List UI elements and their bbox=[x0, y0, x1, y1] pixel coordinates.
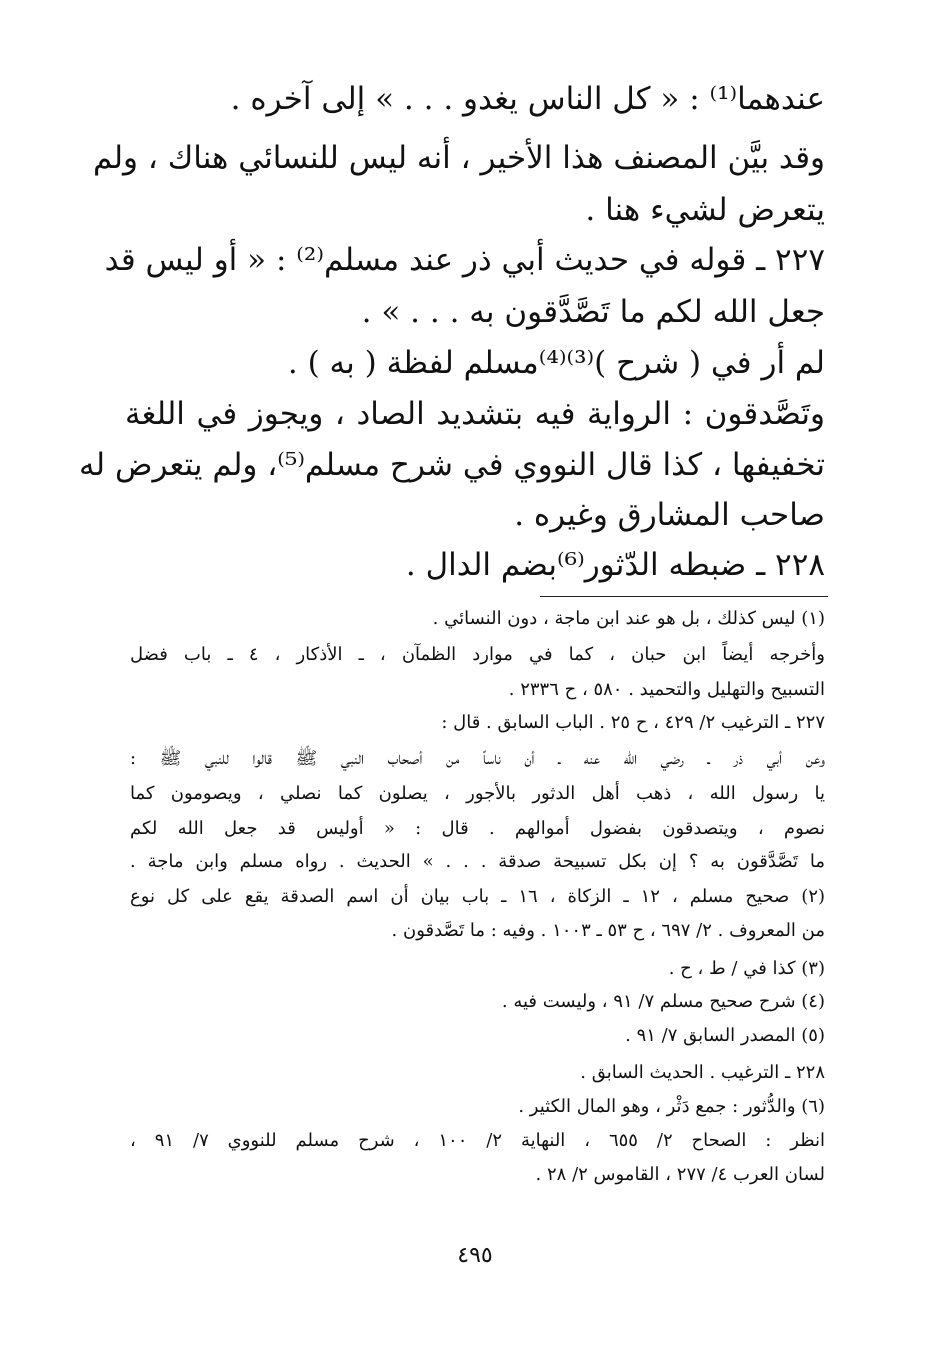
main-line-3: يتعرض لشيء هنا . bbox=[585, 192, 825, 228]
footnote-line-14: ٢٢٨ ـ الترغيب . الحديث السابق . bbox=[580, 1062, 825, 1083]
footnote-line-2: وأخرجه أيضاً ابن حبان ، كما في موارد الظمآن ، ـ الأذكار ، ٤ ـ باب فضل bbox=[130, 644, 825, 665]
footnote-line-4: ٢٢٧ ـ الترغيب ٢/ ٤٢٩ ، ح ٢٥ . الباب السابق . قال : bbox=[441, 712, 825, 733]
main-line-1: عندهما⁽¹⁾ : « كل الناس يغدو . . . » إلى آخره . bbox=[230, 81, 825, 117]
footnote-line-8: ما تَصَّدَّقون به ؟ إن بكل تسبيحة صدقة . . . » الحديث . رواه مسلم وابن ماجة . bbox=[130, 851, 825, 872]
main-line-10: ٢٢٨ ـ ضبطه الدّثور⁽⁶⁾بضم الدال . bbox=[405, 547, 825, 583]
footnote-line-12: (٤) شرح صحيح مسلم ٧/ ٩١ ، وليست فيه . bbox=[501, 991, 825, 1012]
footnote-line-10: من المعروف . ٢/ ٦٩٧ ، ح ٥٣ ـ ١٠٠٣ . وفيه : ما تَصَّدقون . bbox=[391, 920, 825, 941]
main-line-7: وتَصَّدقون : الرواية فيه بتشديد الصاد ، ويجوز في اللغة bbox=[125, 396, 825, 432]
main-line-8: تخفيفها ، كذا قال النووي في شرح مسلم⁽⁵⁾، ولم يتعرض له bbox=[79, 447, 825, 483]
footnote-separator bbox=[540, 596, 828, 597]
footnote-line-1: (١) ليس كذلك ، بل هو عند ابن ماجة ، دون النسائي . bbox=[432, 608, 825, 629]
main-line-9: صاحب المشارق وغيره . bbox=[514, 497, 825, 533]
main-line-5: جعل الله لكم ما تَصَّدَّقون به . . . » . bbox=[361, 294, 825, 330]
main-line-6: لم أر في ( شرح )⁽³⁾⁽⁴⁾مسلم لفظة ( به ) . bbox=[287, 345, 825, 381]
page-number: ٤٩٥ bbox=[457, 1243, 493, 1268]
footnote-line-6: يا رسول الله ، ذهب أهل الدثور بالأجور ، يصلون كما نصلي ، ويصومون كما bbox=[130, 783, 825, 804]
main-line-4: ٢٢٧ ـ قوله في حديث أبي ذر عند مسلم⁽²⁾ : « أو ليس قد bbox=[104, 242, 825, 278]
footnote-line-11: (٣) كذا في / ط ، ح . bbox=[668, 958, 825, 979]
footnote-line-17: لسان العرب ٤/ ٢٧٧ ، القاموس ٢/ ٢٨ . bbox=[535, 1164, 825, 1185]
footnote-line-13: (٥) المصدر السابق ٧/ ٩١ . bbox=[625, 1025, 825, 1046]
footnote-line-5: وعن أبي ذر ـ رضي الله عنه ـ أن ناساً من أصحاب النبي ﷺ قالوا للنبي ﷺ : bbox=[130, 748, 825, 769]
main-line-2: وقد بيَّن المصنف هذا الأخير ، أنه ليس للنسائي هناك ، ولم bbox=[92, 140, 825, 176]
footnote-line-16: انظر : الصحاح ٢/ ٦٥٥ ، النهاية ٢/ ١٠٠ ، شرح مسلم للنووي ٧/ ٩١ ، bbox=[130, 1130, 825, 1151]
footnote-line-7: نصوم ، ويتصدقون بفضول أموالهم . قال : « أوليس قد جعل الله لكم bbox=[130, 818, 825, 839]
footnote-line-15: (٦) والدُّثور : جمع دَثْر ، وهو المال الكثير . bbox=[518, 1096, 825, 1117]
footnote-line-3: التسبيح والتهليل والتحميد . ٥٨٠ ، ح ٢٣٣٦ . bbox=[508, 679, 825, 700]
footnote-line-9: (٢) صحيح مسلم ، ١٢ ـ الزكاة ، ١٦ ـ باب بيان أن اسم الصدقة يقع على كل نوع bbox=[130, 886, 826, 907]
